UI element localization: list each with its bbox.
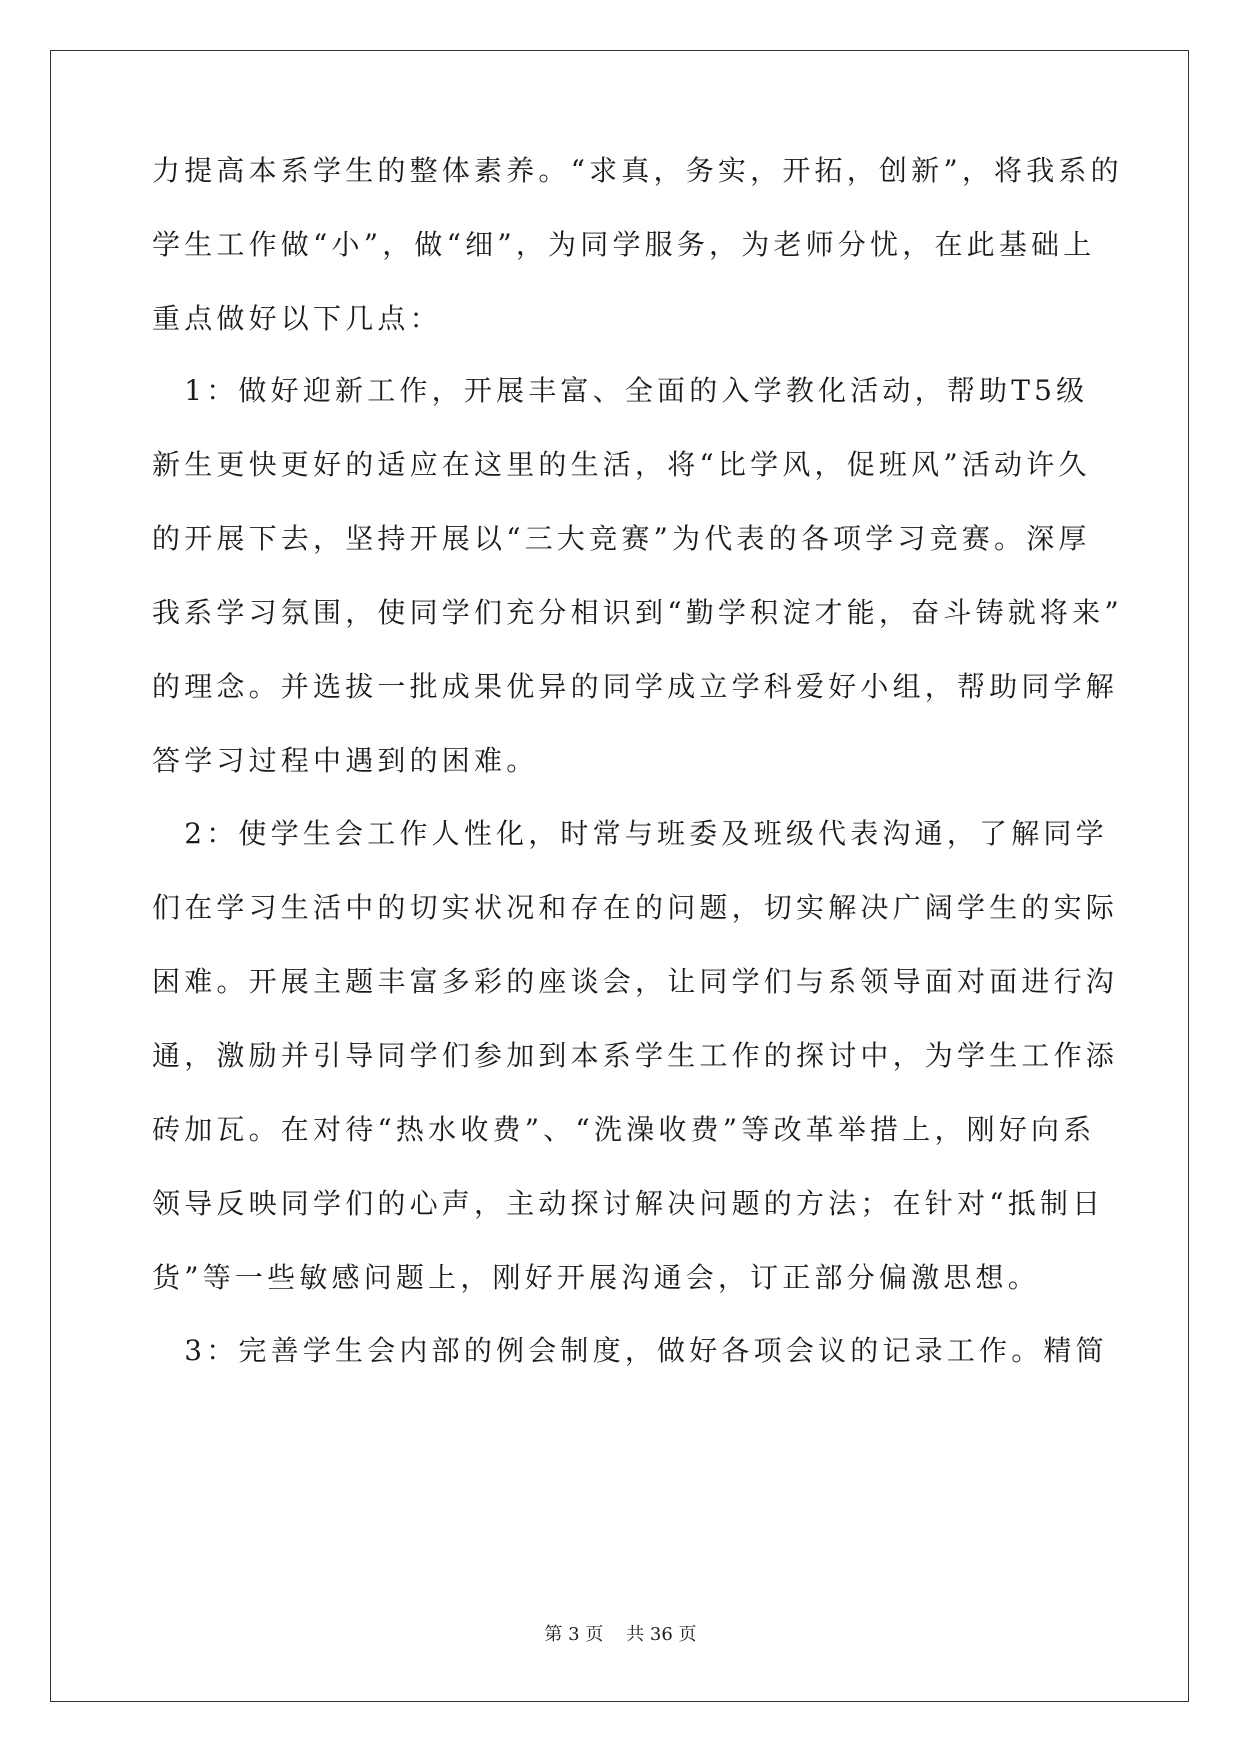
text-line: 的理念。并选拔一批成果优异的同学成立学科爱好小组，帮助同学解	[152, 670, 1119, 703]
text-line: 2：使学生会工作人性化，时常与班委及班级代表沟通，了解同学	[152, 817, 1108, 850]
page-border	[50, 50, 1189, 1702]
text-line: 答学习过程中遇到的困难。	[152, 744, 539, 777]
text-line: 通，激励并引导同学们参加到本系学生工作的探讨中，为学生工作添	[152, 1039, 1119, 1072]
text-line: 1：做好迎新工作，开展丰富、全面的入学教化活动，帮助T5级	[152, 374, 1089, 407]
text-line: 货”等一些敏感问题上，刚好开展沟通会，订正部分偏激思想。	[152, 1261, 1040, 1294]
text-line: 砖加瓦。在对待“热水收费”、“洗澡收费”等改革举措上，刚好向系	[152, 1113, 1096, 1146]
text-line: 我系学习氛围，使同学们充分相识到“勤学积淀才能，奋斗铸就将来”	[152, 596, 1123, 629]
text-line: 的开展下去，坚持开展以“三大竞赛”为代表的各项学习竞赛。深厚	[152, 522, 1091, 555]
text-line: 新生更快更好的适应在这里的生活，将“比学风，促班风”活动许久	[152, 448, 1091, 481]
text-line: 困难。开展主题丰富多彩的座谈会，让同学们与系领导面对面进行沟	[152, 965, 1119, 998]
text-line: 学生工作做“小”，做“细”，为同学服务，为老师分忧，在此基础上	[152, 228, 1096, 261]
text-line: 重点做好以下几点：	[152, 302, 442, 335]
text-line: 3：完善学生会内部的例会制度，做好各项会议的记录工作。精简	[152, 1334, 1108, 1367]
text-line: 领导反映同学们的心声，主动探讨解决问题的方法；在针对“抵制日	[152, 1187, 1105, 1220]
page-number-footer: 第 3 页 共 36 页	[544, 1624, 697, 1645]
text-line: 们在学习生活中的切实状况和存在的问题，切实解决广阔学生的实际	[152, 891, 1119, 924]
text-line: 力提高本系学生的整体素养。“求真，务实，开拓，创新”，将我系的	[152, 154, 1123, 187]
